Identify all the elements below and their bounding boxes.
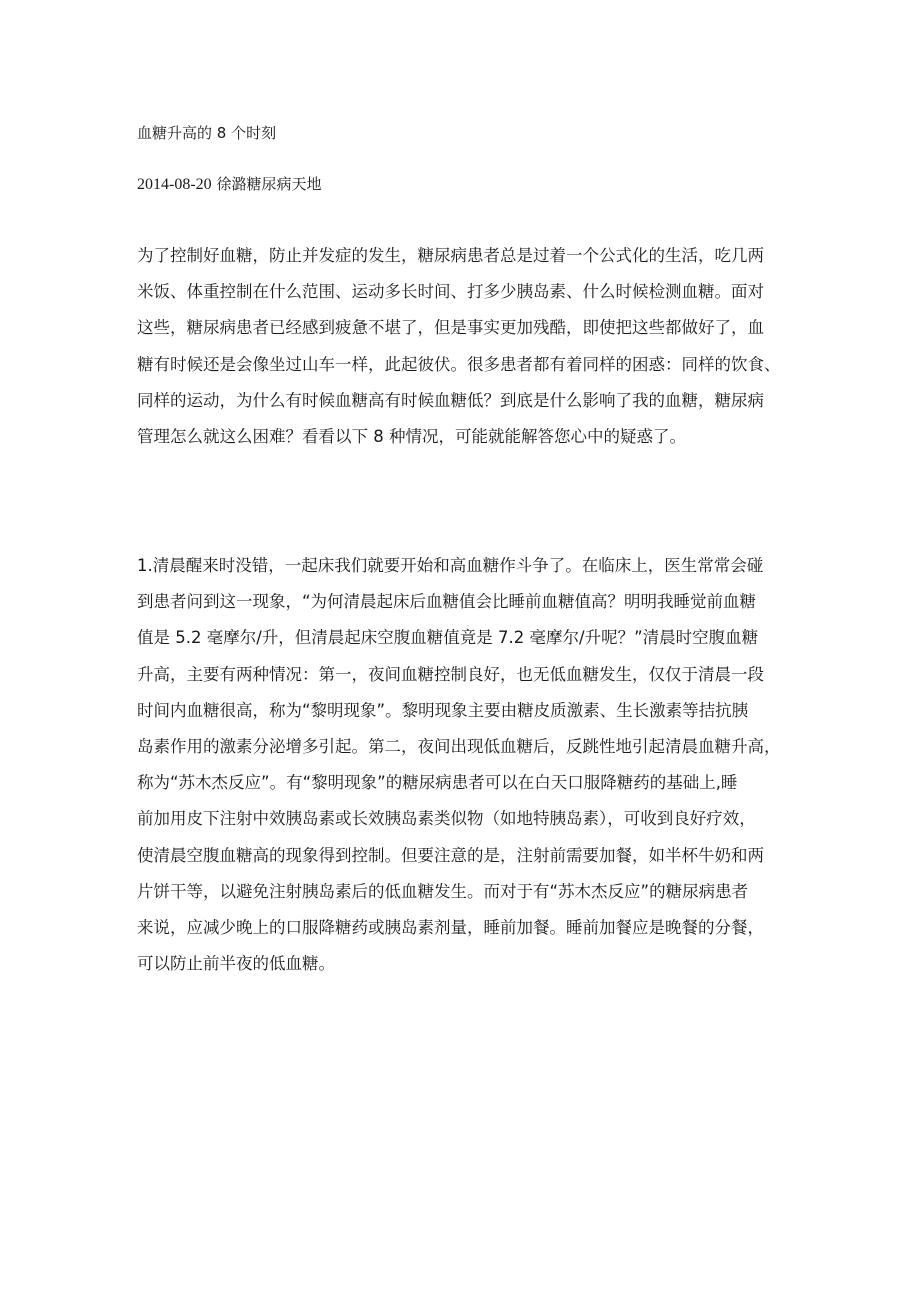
paragraph-line: 这些，糖尿病患者已经感到疲惫不堪了，但是事实更加残酷，即使把这些都做好了，血 [137, 318, 764, 338]
paragraph-line: 片饼干等，以避免注射胰岛素后的低血糖发生。而对于有“苏木杰反应”的糖尿病患者 [137, 881, 749, 901]
paragraph-line: 糖有时候还是会像坐过山车一样，此起彼伏。很多患者都有着同样的困惑：同样的饮食、 [137, 354, 781, 374]
paragraph-line: 可以防止前半夜的低血糖。 [137, 954, 335, 974]
paragraph-moment-1 [137, 548, 781, 982]
paragraph-line: 值是 5.2 毫摩尔/升，但清晨起床空腹血糖值竟是 7.2 毫摩尔/升呢？”清晨时空腹血糖 [137, 628, 759, 648]
paragraph-intro [137, 238, 781, 455]
paragraph-line: 来说，应减少晚上的口服降糖药或胰岛素剂量，睡前加餐。睡前加餐应是晚餐的分餐， [137, 918, 764, 938]
article-source: 徐潞糖尿病天地 [216, 175, 322, 193]
article-meta [137, 173, 321, 196]
paragraph-line: 称为“苏木杰反应”。有“黎明现象”的糖尿病患者可以在白天口服降糖药的基础上,睡 [137, 773, 738, 793]
paragraph-line: 到患者问到这一现象，“为何清晨起床后血糖值会比睡前血糖值高？明明我睡觉前血糖 [137, 592, 757, 612]
article-title: 血糖升高的 8 个时刻 [137, 124, 277, 142]
paragraph-line: 管理怎么就这么困难？看看以下 8 种情况，可能就能解答您心中的疑惑了。 [137, 427, 686, 447]
paragraph-line: 1.清晨醒来时没错，一起床我们就要开始和高血糖作斗争了。在临床上，医生常常会碰 [137, 556, 764, 575]
paragraph-line: 时间内血糖很高，称为“黎明现象”。黎明现象主要由糖皮质激素、生长激素等拮抗胰 [137, 700, 749, 720]
article-date: 2014-08-20 [137, 176, 212, 193]
paragraph-line: 升高，主要有两种情况：第一，夜间血糖控制良好，也无低血糖发生，仅仅于清晨一段 [137, 664, 764, 684]
paragraph-line: 使清晨空腹血糖高的现象得到控制。但要注意的是，注射前需要加餐，如半杯牛奶和两 [137, 845, 764, 865]
paragraph-line: 同样的运动，为什么有时候血糖高有时候血糖低？到底是什么影响了我的血糖，糖尿病 [137, 390, 764, 410]
paragraph-line: 前加用皮下注射中效胰岛素或长效胰岛素类似物（如地特胰岛素），可收到良好疗效， [137, 809, 756, 829]
paragraph-line: 为了控制好血糖，防止并发症的发生，糖尿病患者总是过着一个公式化的生活，吃几两 [137, 246, 764, 265]
paragraph-line: 米饭、体重控制在什么范围、运动多长时间、打多少胰岛素、什么时候检测血糖。面对 [137, 282, 764, 302]
paragraph-line: 岛素作用的激素分泌增多引起。第二，夜间出现低血糖后，反跳性地引起清晨血糖升高， [137, 737, 781, 757]
